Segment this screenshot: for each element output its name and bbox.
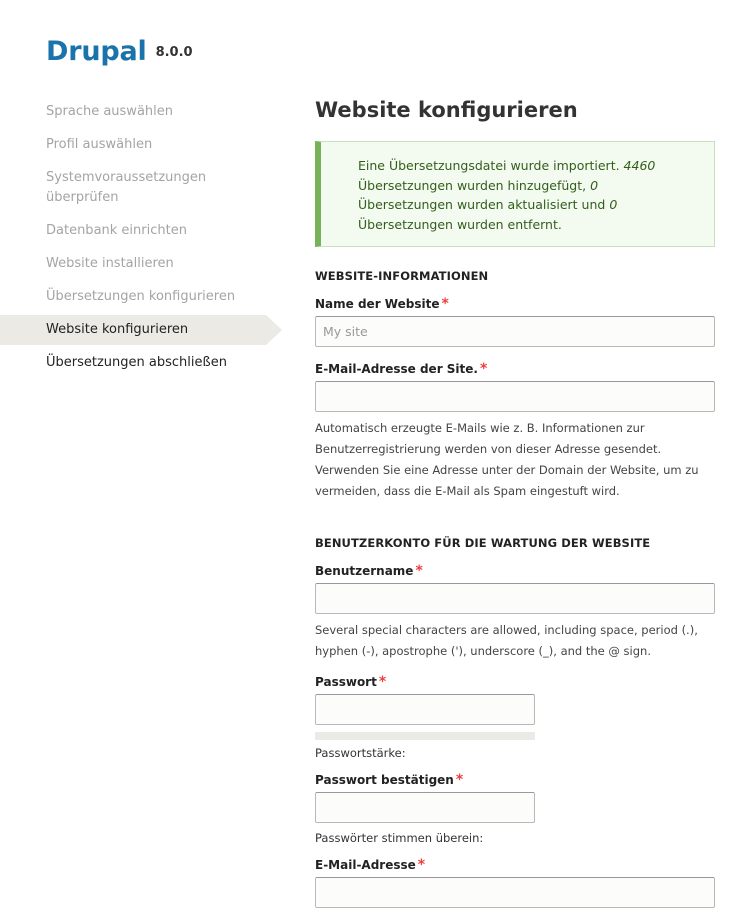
password-strength-bar <box>315 732 535 740</box>
task-systemvoraussetzungen: Systemvoraussetzungen überprüfen <box>46 170 207 205</box>
site-information-heading: WEBSITE-INFORMATIONEN <box>315 269 489 283</box>
site-mail-field <box>315 361 715 502</box>
password-confirm-input[interactable] <box>315 792 535 823</box>
password-input[interactable] <box>315 694 535 725</box>
message-text-1: Eine Übersetzungsdatei wurde importiert. <box>358 158 624 173</box>
password-confirm-label <box>315 772 715 788</box>
password-label <box>315 674 715 690</box>
version-label: 8.0.0 <box>155 45 193 60</box>
site-mail-description: Automatisch erzeugte E-Mails wie z. B. Informationen zur Benutzerregistrierung werden von dieser Adresse gesendet. Verwenden Sie eine Adresse unter der Domain der Website, um zu vermeiden, dass die E-Mail als Spam eingestuft wird. <box>315 421 699 498</box>
task-sprache-auswaehlen: Sprache auswählen <box>46 104 173 119</box>
site-mail-label <box>315 361 715 377</box>
page-title: Website konfigurieren <box>315 98 578 122</box>
account-email-input[interactable] <box>315 877 715 908</box>
task-uebersetzungen-konfigurieren: Übersetzungen konfigurieren <box>46 289 236 304</box>
required-marker: * <box>455 772 464 788</box>
username-label-text: Benutzername <box>315 564 414 578</box>
task-uebersetzungen-abschliessen: Übersetzungen abschließen <box>46 355 227 370</box>
task-profil-auswaehlen: Profil auswählen <box>46 137 153 152</box>
status-message <box>315 141 715 247</box>
task-datenbank-einrichten: Datenbank einrichten <box>46 223 187 238</box>
required-marker: * <box>417 857 426 873</box>
required-marker: * <box>441 296 449 312</box>
task-website-installieren: Website installieren <box>46 256 174 271</box>
drupal-logo-text: Drupal <box>46 36 147 67</box>
message-added-count: 4460 <box>623 158 656 173</box>
account-email-label-text: E-Mail-Adresse <box>315 858 416 872</box>
site-name-label <box>315 296 715 312</box>
site-name-input[interactable] <box>315 316 715 347</box>
site-mail-input[interactable] <box>315 381 715 412</box>
site-branding <box>46 36 193 67</box>
required-marker: * <box>479 361 488 377</box>
password-confirm-field <box>315 772 715 845</box>
message-text-4: Übersetzungen wurden entfernt. <box>358 216 562 232</box>
username-description: Several special characters are allowed, including space, period (.), hyphen (-), apostrophe ('), underscore (_), and the @ sign. <box>315 623 698 658</box>
required-marker: * <box>378 674 387 690</box>
message-text-3: Übersetzungen wurden aktualisiert und <box>358 197 610 212</box>
password-label-text: Passwort <box>315 675 377 689</box>
password-confirm-label-text: Passwort bestätigen <box>315 773 454 787</box>
site-name-field <box>315 296 715 347</box>
site-name-label-text: Name der Website <box>315 297 440 311</box>
required-marker: * <box>415 563 423 579</box>
installer-task-list <box>0 97 285 381</box>
password-field <box>315 674 715 760</box>
site-mail-label-text: E-Mail-Adresse der Site. <box>315 362 478 376</box>
message-text-2: Übersetzungen wurden hinzugefügt, <box>358 177 591 193</box>
task-website-konfigurieren-active: Website konfigurieren <box>0 315 266 345</box>
account-email-label <box>315 857 715 873</box>
account-email-field <box>315 857 715 908</box>
main-content <box>315 96 715 922</box>
password-strength-label: Passwortstärke: <box>315 746 406 760</box>
username-label <box>315 563 715 579</box>
admin-account-heading: BENUTZERKONTO FÜR DIE WARTUNG DER WEBSITE <box>315 536 651 550</box>
message-updated-count: 0 <box>590 177 599 193</box>
password-match-text: Passwörter stimmen überein: <box>315 831 484 845</box>
message-removed-count: 0 <box>609 197 618 212</box>
username-field <box>315 563 715 662</box>
username-input[interactable] <box>315 583 715 614</box>
